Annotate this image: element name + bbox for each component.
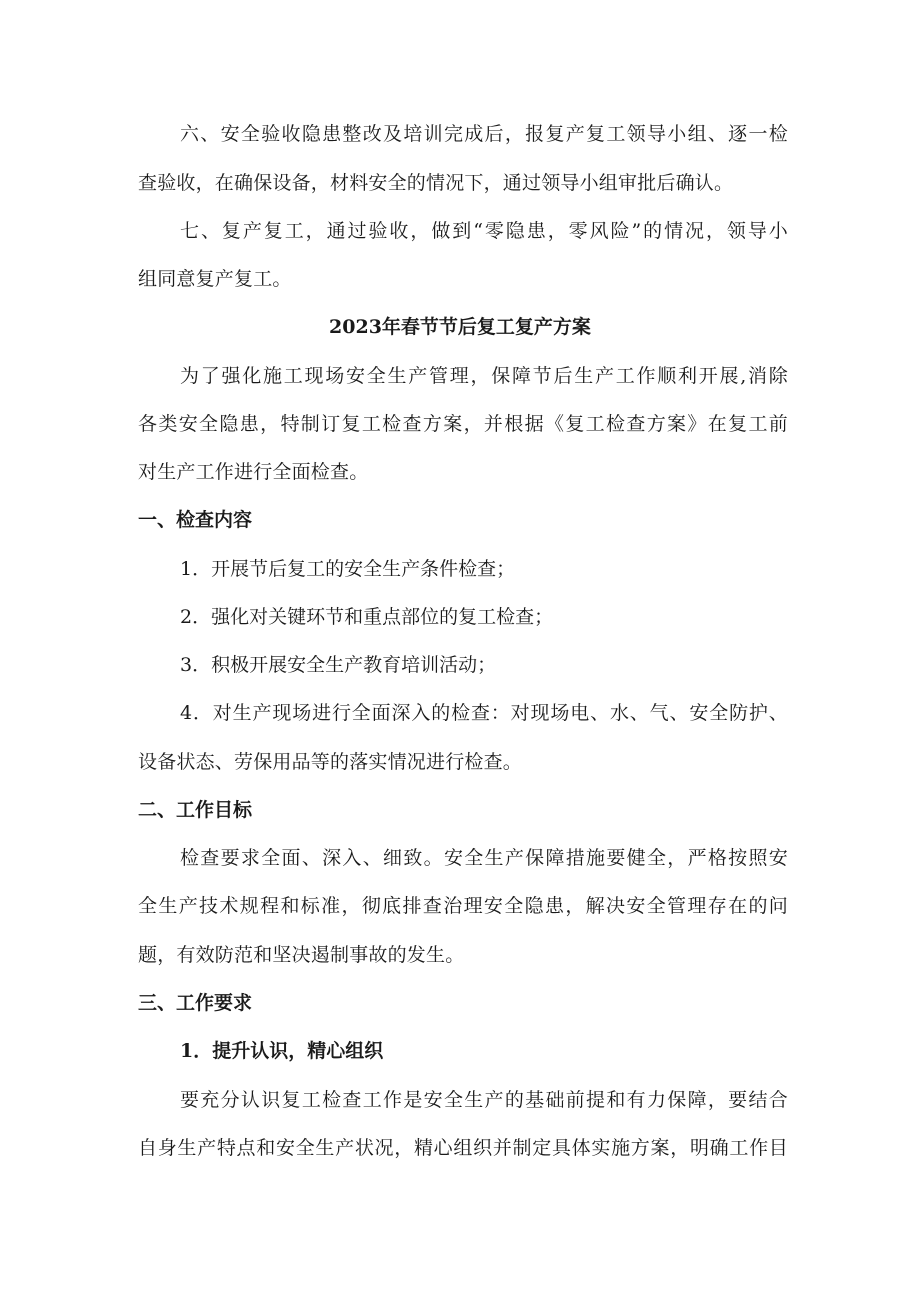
heading-check-content: 一、检查内容 [138, 509, 253, 531]
heading-work-requirements: 三、工作要求 [138, 992, 253, 1014]
check-item-1: 1．开展节后复工的安全生产条件检查； [180, 558, 516, 580]
check-item-4-line1: 4．对生产现场进行全面深入的检查：对现场电、水、气、安全防护、 [180, 702, 788, 724]
check-item-3: 3．积极开展安全生产教育培训活动； [180, 654, 497, 676]
check-item-2: 2．强化对关键环节和重点部位的复工检查； [180, 606, 554, 628]
requirements-line1: 要充分认识复工检查工作是安全生产的基础前提和有力保障，要结合 [180, 1089, 788, 1111]
subheading-raise-awareness: 1．提升认识，精心组织 [180, 1040, 384, 1062]
section6-line1: 六、安全验收隐患整改及培训完成后，报复产复工领导小组、逐一检 [180, 123, 788, 145]
check-item-4-line2: 设备状态、劳保用品等的落实情况进行检查。 [138, 751, 523, 773]
heading-work-goals: 二、工作目标 [138, 799, 253, 821]
goals-line1: 检查要求全面、深入、细致。安全生产保障措施要健全，严格按照安 [180, 847, 788, 869]
intro-line2: 各类安全隐患，特制订复工检查方案，并根据《复工检查方案》在复工前 [138, 413, 788, 435]
document-title: 2023年春节节后复工复产方案 [329, 316, 591, 338]
section7-line2: 组同意复产复工。 [138, 268, 292, 290]
intro-line3: 对生产工作进行全面检查。 [138, 461, 369, 483]
intro-line1: 为了强化施工现场安全生产管理，保障节后生产工作顺利开展,消除 [180, 365, 788, 387]
requirements-line2: 自身生产特点和安全生产状况，精心组织并制定具体实施方案，明确工作目 [138, 1137, 788, 1159]
goals-line2: 全生产技术规程和标准，彻底排查治理安全隐患，解决安全管理存在的问 [138, 895, 788, 917]
section6-line2: 查验收，在确保设备，材料安全的情况下，通过领导小组审批后确认。 [138, 172, 734, 194]
section7-line1: 七、复产复工，通过验收，做到“零隐患，零风险”的情况，领导小 [180, 220, 788, 242]
goals-line3: 题，有效防范和坚决遏制事故的发生。 [138, 944, 465, 966]
